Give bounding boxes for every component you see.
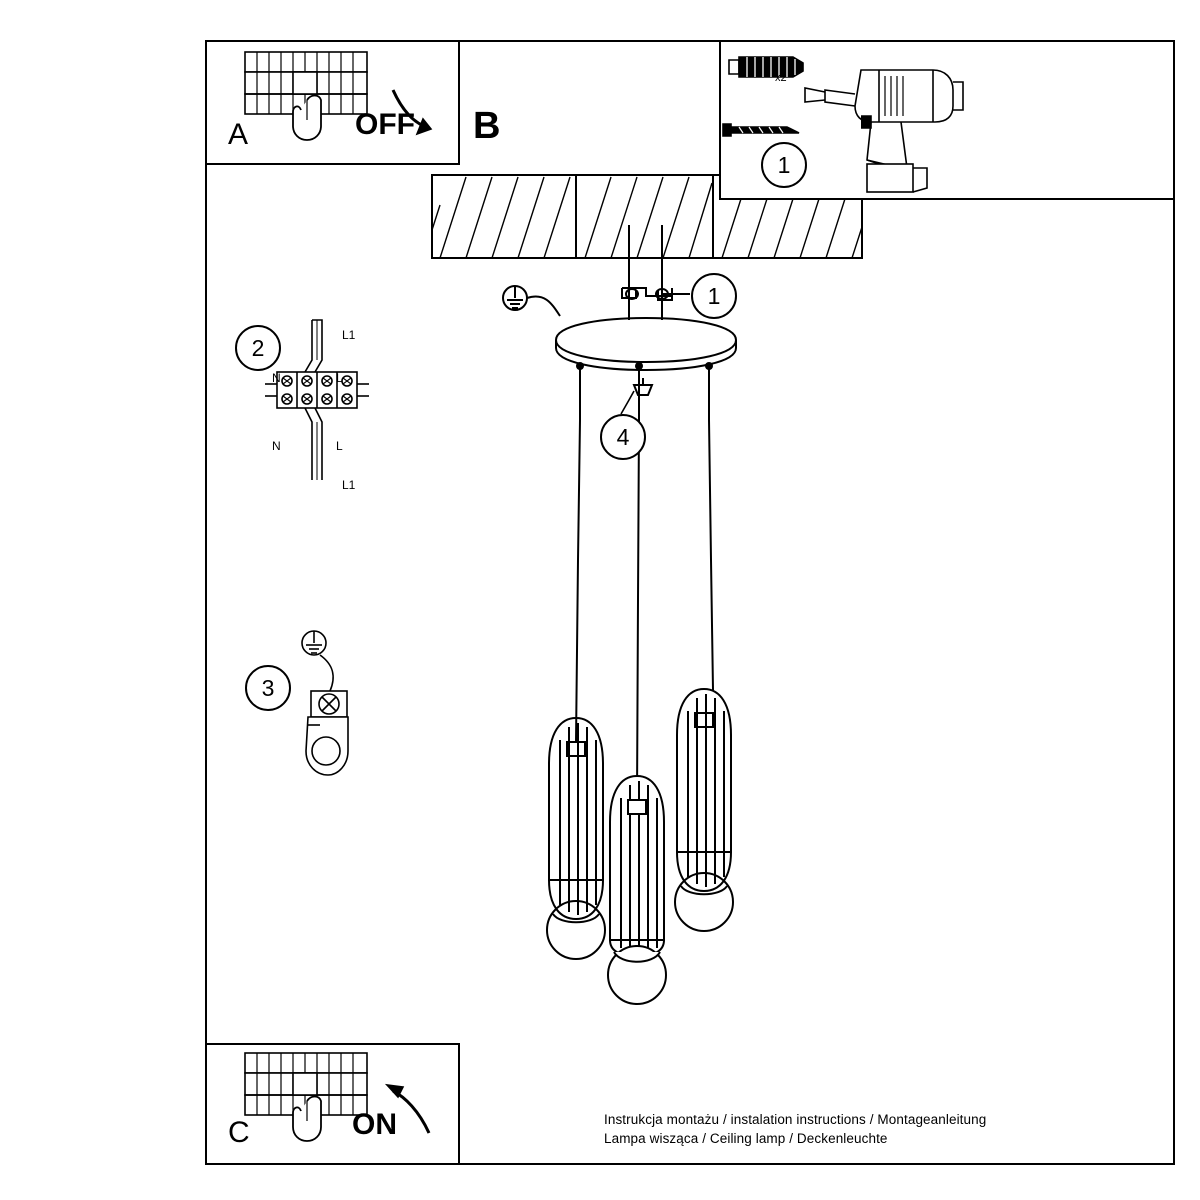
step-b-label: B: [473, 105, 501, 147]
step-1-quantity: x2: [775, 72, 787, 84]
step-a-letter: A: [228, 118, 249, 151]
step-a-action-label: OFF: [355, 108, 415, 141]
step-3-number: 3: [245, 665, 291, 711]
terminal-label-n-bottom: N: [272, 439, 281, 453]
callout-4: 4: [600, 414, 646, 460]
terminal-label-n-top: N: [272, 371, 281, 385]
terminal-label-l-bottom: L: [336, 439, 343, 453]
callout-1: 1: [691, 273, 737, 319]
terminal-label-l1-top: L1: [342, 328, 356, 342]
terminal-label-l-top: L: [336, 371, 343, 385]
step-c-action-label: ON: [352, 1108, 397, 1141]
step-1-number: 1: [761, 142, 807, 188]
footer-line-2: Lampa wisząca / Ceiling lamp / Deckenleuchte: [604, 1131, 888, 1146]
terminal-label-l1-bottom: L1: [342, 478, 356, 492]
terminal-block-wiring-icon: [255, 310, 455, 540]
earth-ground-screw-icon: [290, 625, 450, 805]
step-2-number: 2: [235, 325, 281, 371]
footer-line-1: Instrukcja montażu / instalation instructions / Montageanleitung: [604, 1112, 987, 1127]
step-c-letter: C: [228, 1116, 250, 1149]
